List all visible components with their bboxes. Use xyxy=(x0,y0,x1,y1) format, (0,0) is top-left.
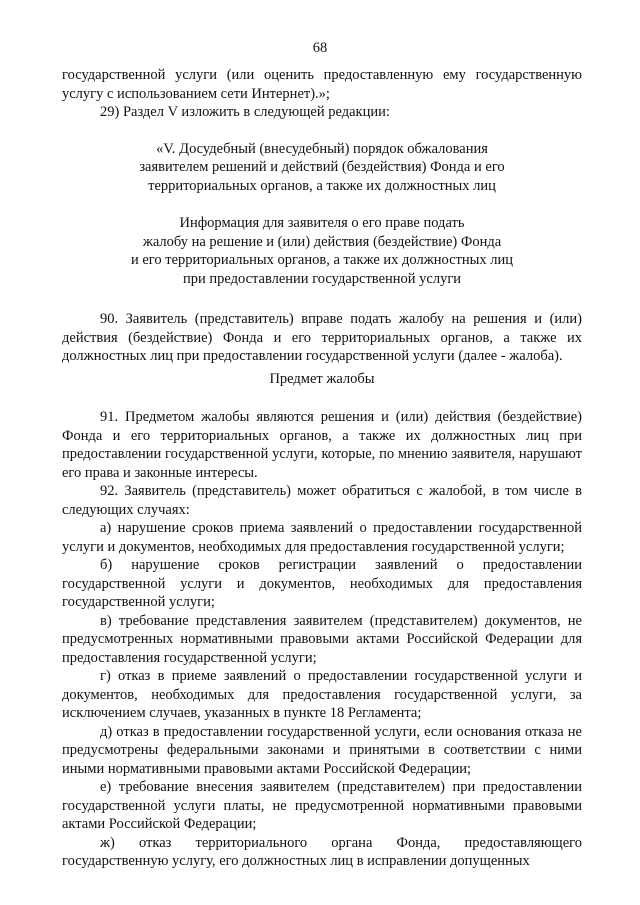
list-item-g: г) отказ в приеме заявлений о предоставлении государственной услуги и документов, необходимых для предоставления государственной услуги, за исключением случаев, указанных в пункте 18 Регламента; xyxy=(62,668,582,721)
paragraph-intro: государственной услуги (или оценить предоставленную ему государственную услугу с использованием сети Интернет).»; xyxy=(62,67,582,102)
page-number: 68 xyxy=(312,40,328,56)
paragraph-91: 91. Предметом жалобы являются решения и (или) действия (бездействие) Фонда и его территориальных органов, а также их должностных лиц при предоставлении государственной услуги, которые, по мнению заявителя, нарушают его права и законные интересы. xyxy=(62,409,582,481)
list-item-d: д) отказ в предоставлении государственной услуги, если основания отказа не предусмотрены федеральными законами и принятыми в соответствии с ними иными нормативными правовыми актами Российской Федерации; xyxy=(62,723,582,777)
list-item-v: в) требование представления заявителем (представителем) документов, не предусмотренных нормативными правовыми актами Российской Федерации для предоставления государственной услуги; xyxy=(62,612,582,666)
list-item-e: е) требование внесения заявителем (представителем) при предоставлении государственной услуги платы, не предусмотренной нормативными правовыми актами Российской Федерации; xyxy=(62,779,582,832)
info-heading: Информация для заявителя о его праве подать жалобу на решение и (или) действия (бездействие) Фонда и его территориальных органов, а также их должностных лиц при предоставлении государственной услуги xyxy=(130,215,514,287)
paragraph-90: 90. Заявитель (представитель) вправе подать жалобу на решения и (или) действия (бездействие) Фонда и его территориальных органов, а также их должностных лиц при предоставлении государственной услуги (далее - жалоба). xyxy=(62,311,582,364)
list-item-b: б) нарушение сроков регистрации заявлений о предоставлении государственной услуги и документов, необходимых для предоставления государственной услуги; xyxy=(62,557,582,610)
list-item-zh: ж) отказ территориального органа Фонда, предоставляющего государственную услугу, его должностных лиц в исправлении допущенных xyxy=(62,834,582,869)
paragraph-29: 29) Раздел V изложить в следующей редакции: xyxy=(100,104,390,120)
section-heading: «V. Досудебный (внесудебный) порядок обжалования заявителем решений и действий (бездействия) Фонда и его территориальных органов, а также их должностных лиц xyxy=(139,140,505,194)
page-body xyxy=(62,66,582,871)
subject-heading: Предмет жалобы xyxy=(269,370,375,387)
paragraph-92: 92. Заявитель (представитель) может обратиться с жалобой, в том числе в следующих случаях: xyxy=(62,483,582,518)
list-item-a: а) нарушение сроков приема заявлений о предоставлении государственной услуги и документов, необходимых для предоставления государственной услуги; xyxy=(62,520,582,555)
